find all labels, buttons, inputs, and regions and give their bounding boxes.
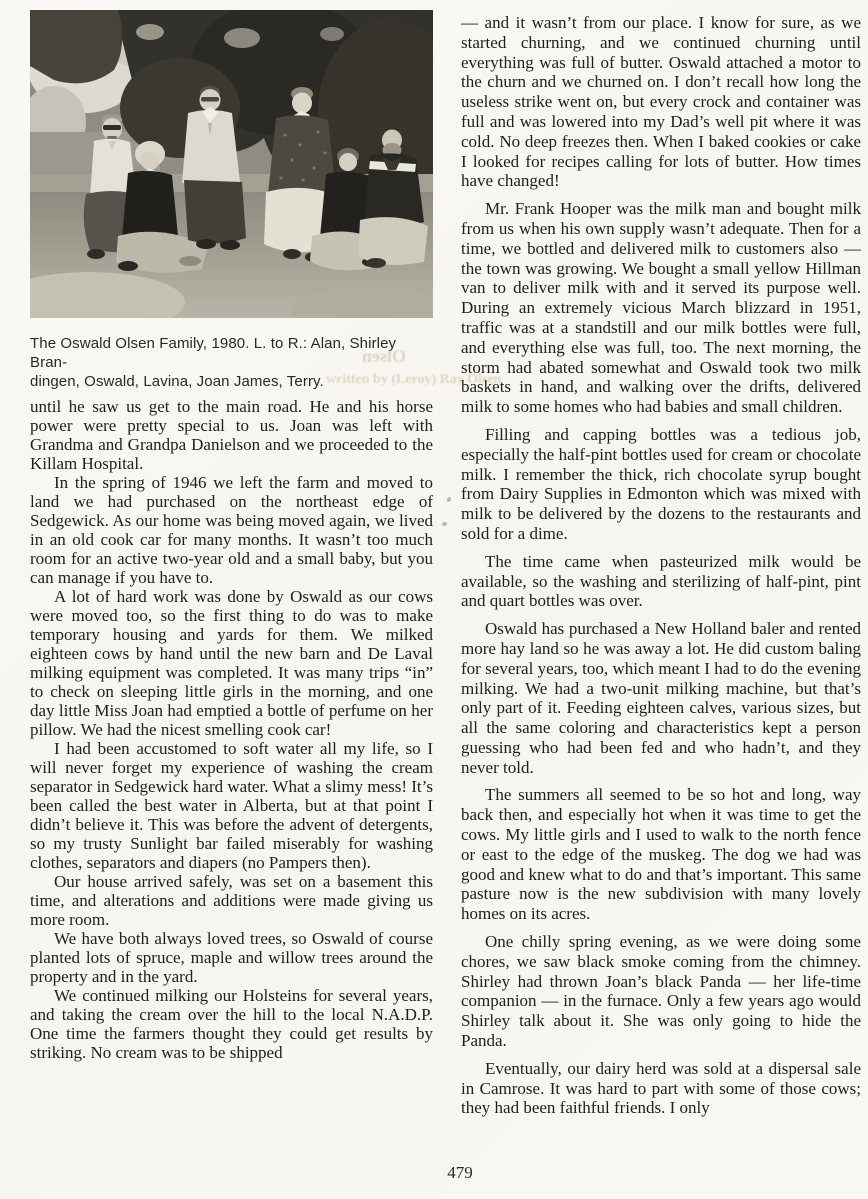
scan-speck <box>446 496 452 502</box>
paragraph: Oswald has purchased a New Holland baler and rented more hay land so he was away a lot. He did custom baling for several years, too, which meant I had to do the evening milking. We had a two-unit milking machine, but that’s only part of it. Feeding eighteen calves, various sizes, but all the same coloring and characteristics kept a person guessing who had been fed and who hadn’t, and they never told. <box>461 619 861 777</box>
paragraph: Our house arrived safely, was set on a basement this time, and alterations and additions were made giving us more room. <box>30 872 433 929</box>
paragraph: A lot of hard work was done by Oswald as our cows were moved too, so the first thing to do was to make temporary housing and yards for them. We milked eighteen cows by hand until the new barn and De Laval milking equipment was completed. It was many trips “in” to check on sleeping little girls in the morning, and one day little Miss Joan had emptied a bottle of perfume on her pillow. We had the nicest smelling cook car! <box>30 587 433 739</box>
right-text-column <box>461 13 861 1155</box>
page-number: 479 <box>447 1163 473 1182</box>
left-text-column <box>30 397 433 1111</box>
paragraph: Mr. Frank Hooper was the milk man and bought milk from us when his own supply wasn’t adequate. Then for a time, we bottled and delivered milk to customers also — the town was growing. We bought a small yellow Hillman van to deliver milk with and it served its purpose well. During an extremely vicious March blizzard in 1951, traffic was at a standstill and our milk bottles were full, and everything else was full, too. The next morning, the storm had abated somewhat and Oswald took two milk baskets in hand, and walking over the drifts, delivered milk to some homes who had babies and small children. <box>461 199 861 417</box>
paragraph: In the spring of 1946 we left the farm and moved to land we had purchased on the northeast edge of Sedgewick. As our home was being moved again, we lived in an old cook car for many months. It wasn’t too much room for an active two-year old and a small baby, but you can manage if you have to. <box>30 473 433 587</box>
family-photo-figure <box>30 10 433 318</box>
paragraph: The time came when pasteurized milk would be available, so the washing and sterilizing of half-pint, pint and quart bottles was over. <box>461 551 861 611</box>
scan-speck <box>441 521 447 526</box>
paragraph: Eventually, our dairy herd was sold at a dispersal sale in Camrose. It was hard to part with some of those cows; they had been faithful friends. I only <box>461 1058 861 1118</box>
paragraph: I had been accustomed to soft water all my life, so I will never forget my experience of washing the cream separator in Sedgewick hard water. What a slimy mess! It’s been called the best water in Alberta, but at that point I didn’t believe it. This was before the advent of detergents, so my trusty Sunlight bar failed miserably for washing clothes, separators and diapers (no Pampers then). <box>30 739 433 872</box>
paragraph: One chilly spring evening, as we were doing some chores, we saw black smoke coming from the chimney. Shirley had thrown Joan’s black Panda — her life-time companion — in the furnace. Only a few years ago would Shirley talk about it. She was only going to hide the Panda. <box>461 932 861 1051</box>
bleedthrough-text-fragment: Olsen <box>362 346 407 366</box>
paragraph: The summers all seemed to be so hot and long, way back then, and especially hot when it was time to get the cows. My little girls and I used to walk to the north fence or east to the edge of the muskeg. The dog we had was good and knew what to do and that’s important. This same pasture now is the new subdivision with many lovely homes on its acres. <box>461 785 861 924</box>
bleedthrough-text-fragment: written by (Leroy) Ray Olsen <box>326 372 502 387</box>
photo-caption-line1: The Oswald Olsen Family, 1980. L. to R.: Alan, Shirley Bran- <box>30 335 397 371</box>
family-photo <box>30 10 433 318</box>
paragraph: We have both always loved trees, so Oswald of course planted lots of spruce, maple and willow trees around the property and in the yard. <box>30 929 433 986</box>
paragraph: We continued milking our Holsteins for several years, and taking the cream over the hill to the local N.A.D.P. One time the farmers thought they could get results by striking. No cream was to be shipped <box>30 986 433 1062</box>
photo-caption-line2: dingen, Oswald, Lavina, Joan James, Terry. <box>30 373 324 390</box>
paragraph: — and it wasn’t from our place. I know for sure, as we started churning, and we continued churning until everything was full of butter. Oswald attached a motor to the churn and we churned on. I don’t recall how long the useless strike went on, but every crock and container was full and was lowered into my Dad’s well pit where it was cold. No deep freezes then. When I baked cookies or cake I looked for recipes calling for lots of butter. How times have changed! <box>461 13 861 191</box>
paragraph: Filling and capping bottles was a tedious job, especially the half-pint bottles used for cream or chocolate milk. I remember the thick, rich chocolate syrup bought from Dairy Supplies in Edmonton which was mixed with milk to be delivered by the dozens to the restaurants and sold for a dime. <box>461 424 861 543</box>
paragraph: until he saw us get to the main road. He and his horse power were pretty special to us. Joan was left with Grandma and Grandpa Danielson and we proceeded to the Killam Hospital. <box>30 397 433 473</box>
